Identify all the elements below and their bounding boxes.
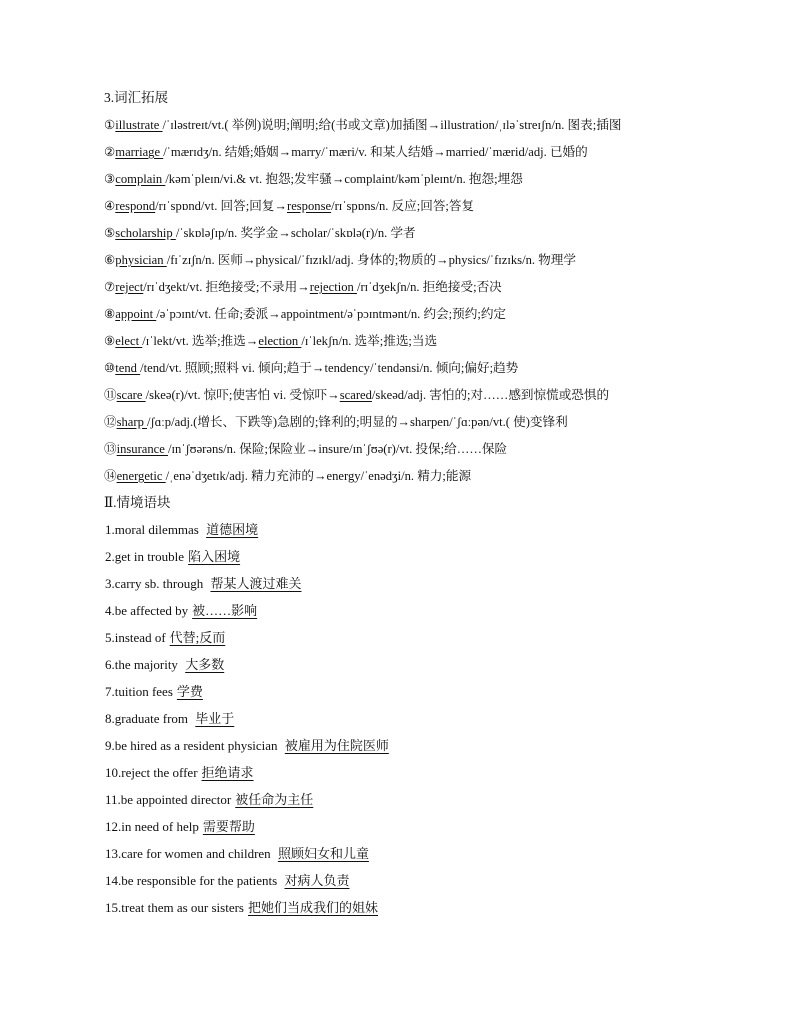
vocab-definition: /əˈpɔɪnt/vt. 任命;委派→appointment/əˈpɔɪntmənt/n. 约会;预约;约定 <box>156 307 507 321</box>
phrase-english: 6.the majority <box>105 657 182 672</box>
phrase-chinese-answer: 代替;反而 <box>169 630 226 645</box>
vocab-definition: /ɪˈlekt/vt. 选举;推选→ <box>142 334 259 348</box>
vocab-item <box>104 115 764 142</box>
phrase-item <box>104 817 764 844</box>
vocab-item <box>104 331 764 358</box>
phrase-english: 4.be affected by <box>105 603 189 618</box>
phrase-item <box>104 844 764 871</box>
vocab-word: energetic <box>116 469 166 483</box>
vocab-derived-word: election <box>258 334 302 348</box>
phrase-english: 3.carry sb. through <box>105 576 207 591</box>
phrase-chinese-answer: 大多数 <box>185 657 225 672</box>
vocab-definition: /ˈskɒləʃɪp/n. 奖学金→scholar/ˈskɒlə(r)/n. 学者 <box>175 226 416 240</box>
phrase-english: 14.be responsible for the patients <box>105 873 281 888</box>
vocab-derived-definition: /rɪˈspɒns/n. 反应;回答;答复 <box>331 199 475 213</box>
vocab-item <box>104 223 764 250</box>
item-number: ⑨ <box>104 334 116 348</box>
phrase-item <box>104 547 764 574</box>
phrase-english: 7.tuition fees <box>105 684 173 699</box>
vocab-derived-word: response <box>287 199 332 213</box>
vocab-definition: /ˌenəˈdʒetɪk/adj. 精力充沛的→energy/ˈenədʒi/n. 精力;能源 <box>165 469 472 483</box>
vocab-word: reject <box>115 280 144 294</box>
vocab-word: appoint <box>115 307 157 321</box>
item-number: ② <box>104 145 116 159</box>
vocab-word: insurance <box>116 442 168 456</box>
phrase-english: 8.graduate from <box>105 711 192 726</box>
vocab-word: scholarship <box>115 226 176 240</box>
vocab-item <box>104 439 764 466</box>
phrase-item <box>104 763 764 790</box>
document-page <box>104 88 764 925</box>
phrase-item <box>104 898 764 925</box>
phrase-english: 1.moral dilemmas <box>105 522 203 537</box>
phrase-item <box>104 682 764 709</box>
phrase-chinese-answer: 被雇用为住院医师 <box>284 738 389 753</box>
vocab-item <box>104 277 764 304</box>
vocab-word: physician <box>115 253 167 267</box>
item-number: ⑥ <box>104 253 116 267</box>
phrase-chinese-answer: 陷入困境 <box>188 549 241 564</box>
vocab-definition: /ʃɑːp/adj.(增长、下跌等)急剧的;锋利的;明显的→sharpen/ˈʃɑːpən/vt.( 使)变锋利 <box>147 415 568 429</box>
vocab-word: scare <box>116 388 146 402</box>
item-number: ⑧ <box>104 307 116 321</box>
vocab-word: sharp <box>116 415 148 429</box>
phrase-item <box>104 709 764 736</box>
phrase-item <box>104 655 764 682</box>
vocab-item <box>104 385 764 412</box>
phrase-chinese-answer: 对病人负责 <box>284 873 350 888</box>
item-number: ⑬ <box>104 442 117 456</box>
phrase-chinese-answer: 毕业于 <box>195 711 235 726</box>
vocab-definition: /fɪˈzɪʃn/n. 医师→physical/ˈfɪzɪkl/adj. 身体的;物质的→physics/ˈfɪzɪks/n. 物理学 <box>166 253 576 267</box>
phrase-english: 11.be appointed director <box>105 792 232 807</box>
vocab-item <box>104 196 764 223</box>
phrase-item <box>104 601 764 628</box>
phrase-item <box>104 628 764 655</box>
vocab-derived-word: rejection <box>309 280 357 294</box>
phrase-english: 5.instead of <box>105 630 166 645</box>
vocab-definition: /rɪˈspɒnd/vt. 回答;回复→ <box>155 199 287 213</box>
phrase-english: 13.care for women and children <box>105 846 274 861</box>
phrase-english: 2.get in trouble <box>105 549 185 564</box>
phrase-english: 12.in need of help <box>105 819 199 834</box>
phrase-chinese-answer: 拒绝请求 <box>201 765 254 780</box>
phrase-chinese-answer: 被任命为主任 <box>235 792 314 807</box>
vocab-item <box>104 412 764 439</box>
phrase-chinese-answer: 被……影响 <box>192 603 258 618</box>
phrase-chinese-answer: 学费 <box>176 684 203 699</box>
item-number: ⑭ <box>104 469 117 483</box>
vocab-derived-word: scared <box>339 388 372 402</box>
vocab-definition: /ˈmærɪdʒ/n. 结婚;婚姻→marry/ˈmæri/v. 和某人结婚→married/ˈmærid/adj. 已婚的 <box>163 145 588 159</box>
vocab-derived-definition: /ɪˈlekʃn/n. 选举;推选;当选 <box>301 334 438 348</box>
phrase-chinese-answer: 帮某人渡过难关 <box>210 576 302 591</box>
vocab-word: complain <box>115 172 166 186</box>
item-number: ⑤ <box>104 226 116 240</box>
vocab-definition: /skeə(r)/vt. 惊吓;使害怕 vi. 受惊吓→ <box>145 388 340 402</box>
vocab-derived-definition: /rɪˈdʒekʃn/n. 拒绝接受;否决 <box>356 280 502 294</box>
phrase-english: 15.treat them as our sisters <box>105 900 244 915</box>
vocab-definition: /ɪnˈʃʊərəns/n. 保险;保险业→insure/ɪnˈʃʊə(r)/vt. 投保;给……保险 <box>168 442 508 456</box>
phrase-list <box>104 520 764 925</box>
vocab-definition: /tend/vt. 照顾;照料 vi. 倾向;趋于→tendency/ˈtendənsi/n. 倾向;偏好;趋势 <box>140 361 519 375</box>
phrase-item <box>104 871 764 898</box>
item-number: ⑦ <box>104 280 116 294</box>
phrase-item <box>104 790 764 817</box>
vocab-item <box>104 358 764 385</box>
vocab-item <box>104 142 764 169</box>
vocab-word: marriage <box>115 145 164 159</box>
item-number: ⑩ <box>104 361 116 375</box>
vocab-word: elect <box>115 334 143 348</box>
vocab-definition: /ˈɪləstreɪt/vt.( 举例)说明;阐明;给(书或文章)加插图→illustration/ˌɪləˈstreɪʃn/n. 图表;插图 <box>162 118 622 132</box>
vocab-item <box>104 466 764 493</box>
section-vocab-expansion-title: 3.词汇拓展 <box>104 90 169 105</box>
phrase-english: 10.reject the offer <box>105 765 198 780</box>
item-number: ⑫ <box>104 415 117 429</box>
vocab-item <box>104 304 764 331</box>
vocab-definition: /rɪˈdʒekt/vt. 拒绝接受;不录用→ <box>143 280 310 294</box>
phrase-english: 9.be hired as a resident physician <box>105 738 281 753</box>
item-number: ① <box>104 118 116 132</box>
vocab-expansion-list <box>104 115 764 493</box>
phrase-item <box>104 736 764 763</box>
item-number: ③ <box>104 172 116 186</box>
vocab-word: respond <box>115 199 156 213</box>
phrase-chinese-answer: 道德困境 <box>206 522 259 537</box>
vocab-item <box>104 250 764 277</box>
vocab-derived-definition: /skeəd/adj. 害怕的;对……感到惊慌或恐惧的 <box>371 388 610 402</box>
phrase-item <box>104 520 764 547</box>
phrase-chinese-answer: 照顾妇女和儿童 <box>277 846 369 861</box>
phrase-chinese-answer: 把她们当成我们的姐妹 <box>248 900 379 915</box>
vocab-item <box>104 169 764 196</box>
item-number: ④ <box>104 199 116 213</box>
phrase-chinese-answer: 需要帮助 <box>202 819 255 834</box>
vocab-definition: /kəmˈpleɪn/vi.& vt. 抱怨;发牢骚→complaint/kəmˈpleɪnt/n. 抱怨;埋怨 <box>165 172 523 186</box>
vocab-word: illustrate <box>115 118 163 132</box>
phrase-item <box>104 574 764 601</box>
section-situational-phrases-title: Ⅱ.情境语块 <box>104 495 171 510</box>
item-number: ⑪ <box>104 388 117 402</box>
vocab-word: tend <box>115 361 141 375</box>
